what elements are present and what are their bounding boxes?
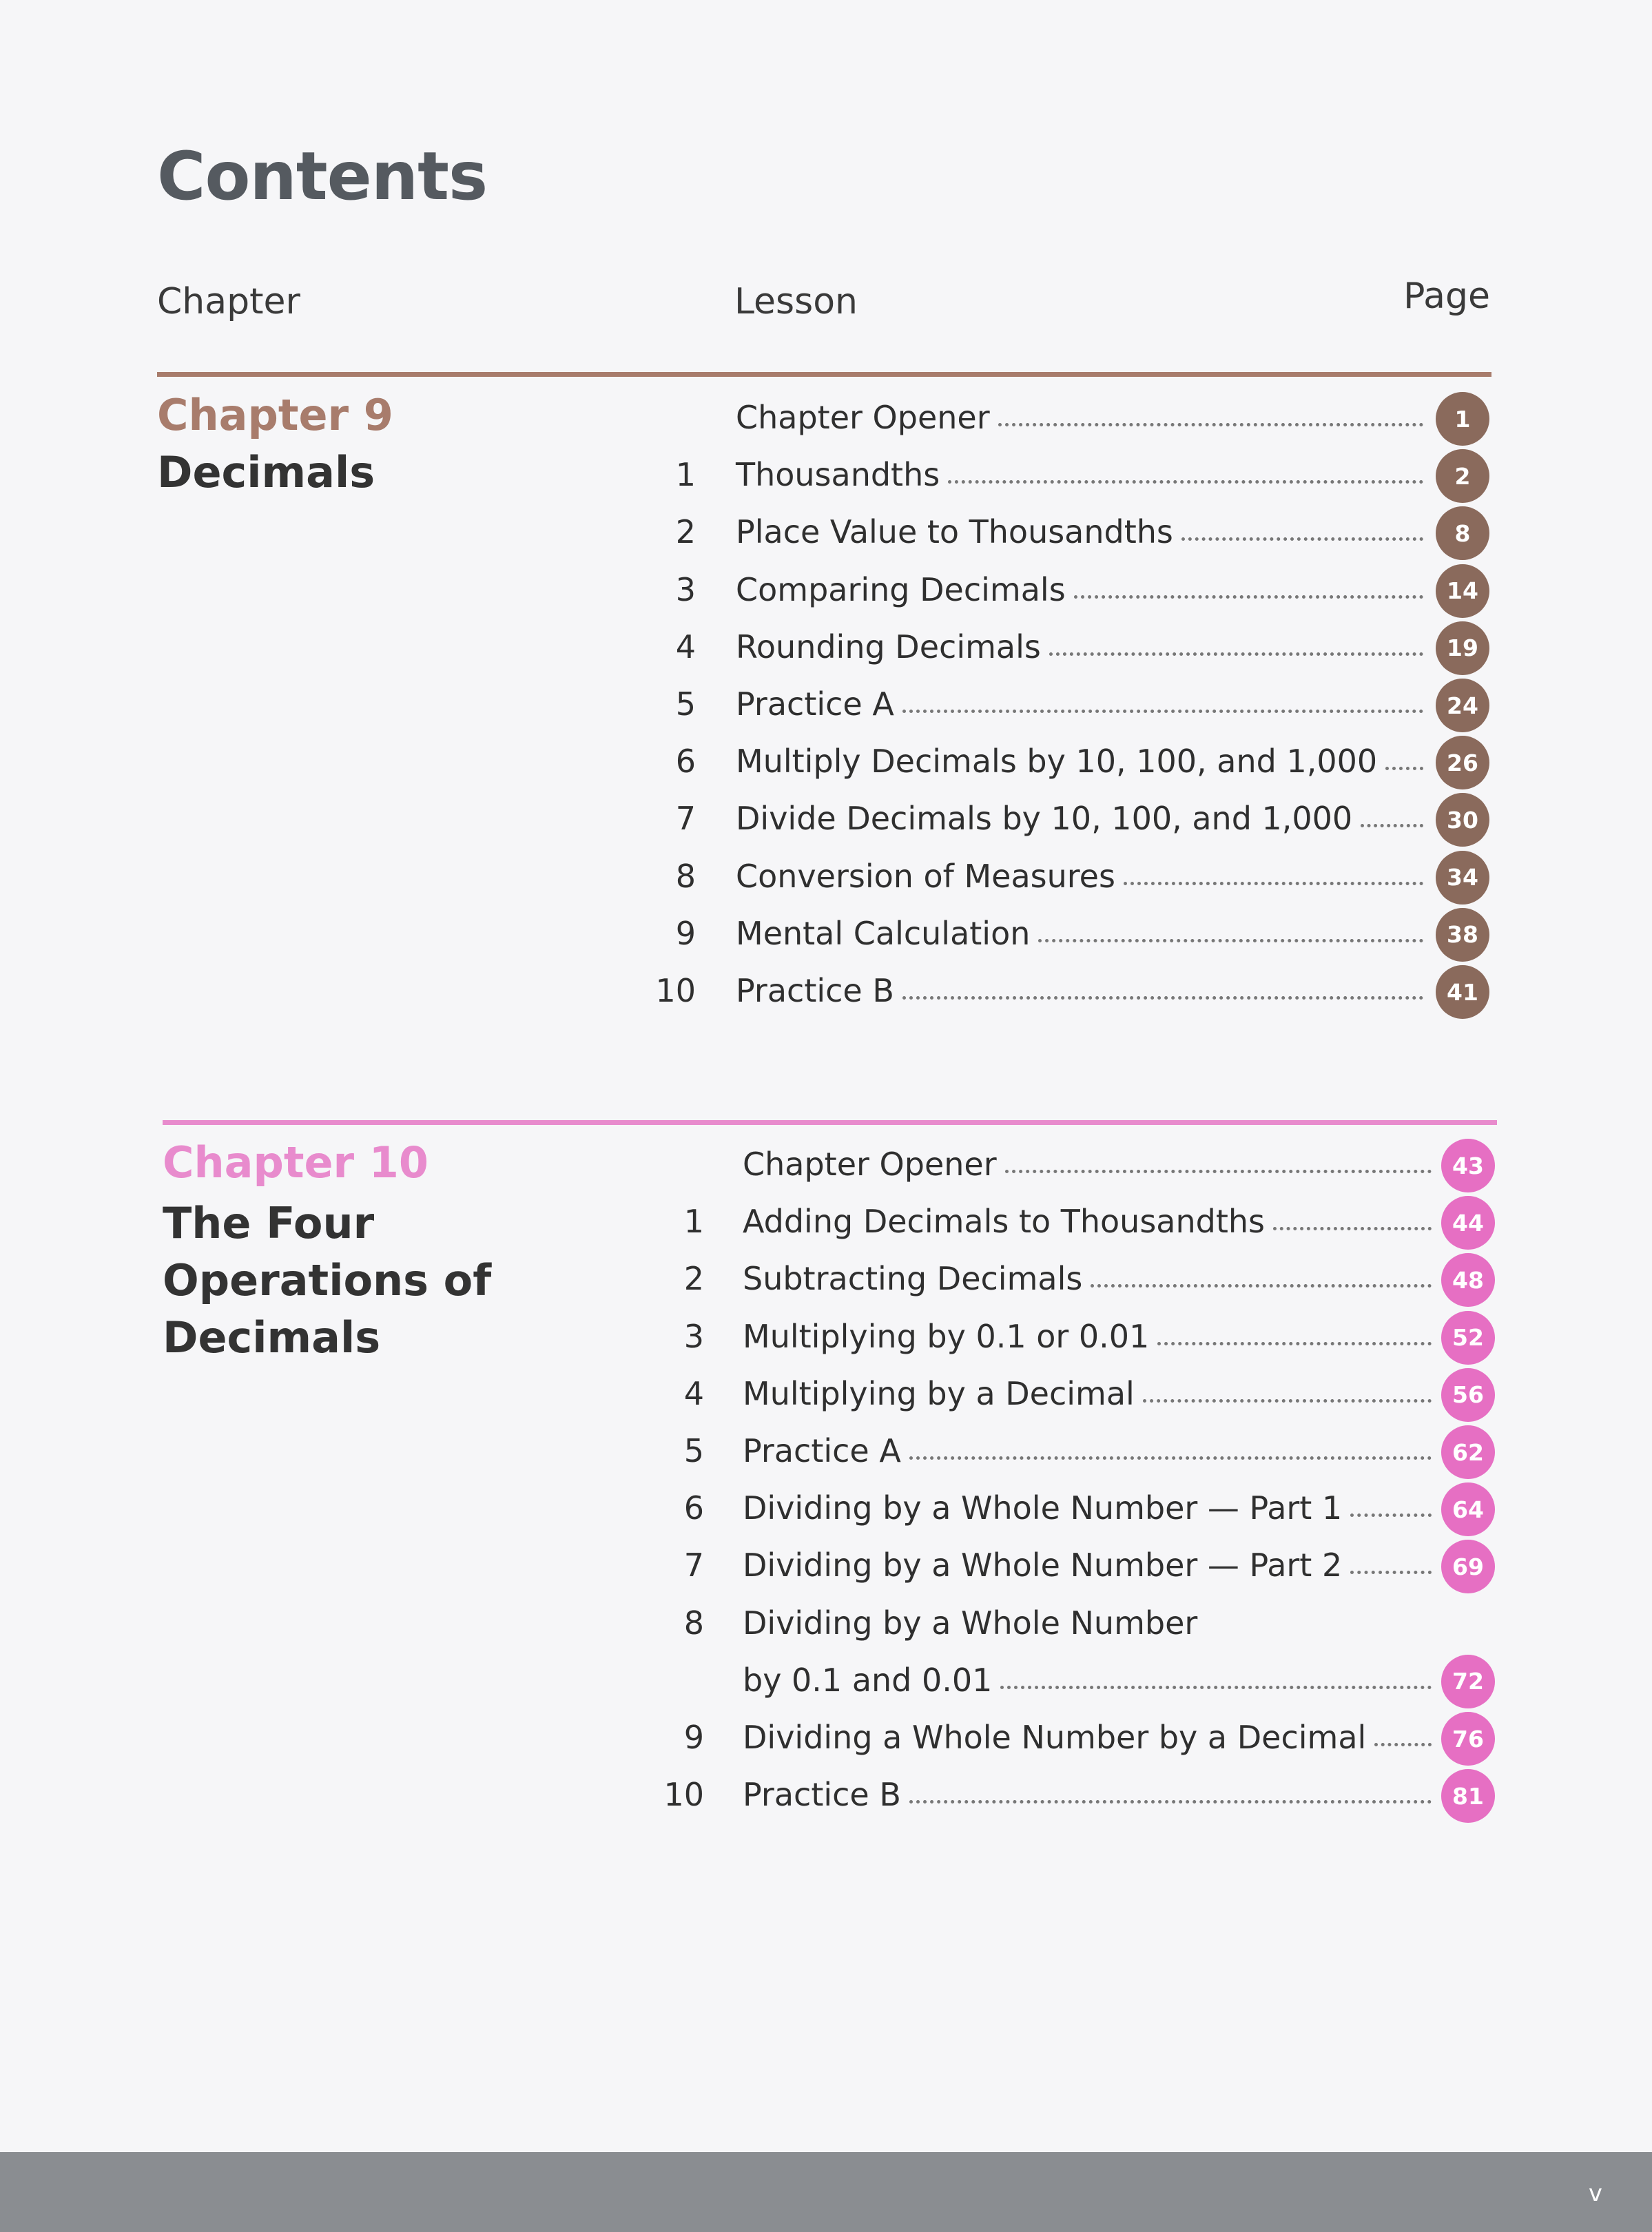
page-badge[interactable]: 48 [1441,1253,1495,1307]
dot-leader [1181,537,1423,541]
dot-leader [1091,1284,1432,1288]
lesson-name: Multiply Decimals by 10, 100, and 1,000 [736,743,1378,781]
toc-row[interactable] [0,1310,1652,1367]
toc-row[interactable] [0,792,1652,849]
lesson-number: 7 [683,1547,704,1584]
chapter10-title-line-3: Decimals [163,1312,381,1363]
page-badge[interactable]: 72 [1441,1655,1495,1708]
lesson-name: Multiplying by a Decimal [743,1374,1135,1412]
page-number: v [1588,2180,1602,2207]
page-badge[interactable]: 8 [1436,506,1489,560]
dot-leader [1273,1227,1432,1230]
toc-row[interactable] [0,907,1652,964]
lesson-entry [743,1203,1432,1240]
dot-leader [902,996,1423,1000]
lesson-name: Dividing by a Whole Number — Part 1 [743,1489,1343,1527]
dot-leader [1074,595,1423,599]
dot-leader [1385,767,1423,770]
lesson-name: Dividing a Whole Number by a Decimal [743,1719,1367,1756]
toc-row[interactable] [0,563,1652,620]
lesson-number: 10 [655,972,696,1009]
toc-row[interactable] [0,1596,1652,1653]
lesson-name: Rounding Decimals [736,628,1041,665]
dot-leader [948,480,1423,484]
dot-leader [1143,1399,1432,1403]
lesson-number: 9 [683,1719,704,1756]
toc-row[interactable] [0,677,1652,734]
lesson-number: 8 [675,857,696,895]
lesson-name: Dividing by a Whole Number — Part 2 [743,1547,1343,1584]
chapter10-title-line-1: The Four [163,1198,375,1248]
lesson-name: Divide Decimals by 10, 100, and 1,000 [736,800,1353,838]
toc-row[interactable] [0,620,1652,677]
dot-leader [909,1800,1432,1804]
lesson-number: 3 [675,570,696,608]
chapter10-number: Chapter 10 [163,1137,429,1188]
toc-row[interactable] [0,448,1652,505]
lesson-number: 2 [683,1260,704,1298]
page-badge[interactable]: 69 [1441,1540,1495,1593]
lesson-entry [736,399,1423,436]
lesson-entry [743,1662,1432,1699]
lesson-number: 9 [675,914,696,952]
lesson-name: Practice B [743,1776,901,1814]
lesson-name: Practice A [736,685,894,723]
toc-row[interactable] [0,849,1652,907]
toc-row[interactable] [0,1137,1652,1195]
page-badge[interactable]: 76 [1441,1712,1495,1766]
lesson-name: Subtracting Decimals [743,1260,1083,1298]
lesson-name: Conversion of Measures [736,857,1115,895]
lesson-number: 4 [675,628,696,665]
chapter10-title-line-2: Operations of [163,1255,492,1305]
dot-leader [909,1456,1432,1460]
lesson-name: Dividing by a Whole Number [743,1604,1198,1642]
page-badge[interactable]: 38 [1436,908,1489,962]
page-badge[interactable]: 1 [1436,392,1489,446]
lesson-entry [736,743,1423,780]
lesson-entry [736,513,1423,550]
lesson-name: Practice B [736,972,894,1009]
page-badge[interactable]: 62 [1441,1425,1495,1479]
lesson-name: Adding Decimals to Thousandths [743,1203,1265,1241]
column-header-chapter: Chapter [157,281,300,322]
toc-row[interactable] [0,1367,1652,1424]
lesson-name: Place Value to Thousandths [736,513,1173,551]
dot-leader [1005,1170,1432,1173]
toc-row[interactable] [0,964,1652,1021]
toc-row[interactable] [0,505,1652,562]
lesson-number: 8 [683,1604,704,1642]
lesson-name: by 0.1 and 0.01 [743,1661,993,1699]
dot-leader [1049,652,1423,656]
column-header-lesson: Lesson [734,281,858,322]
lesson-name: Thousandths [736,456,940,494]
dot-leader [1374,1743,1432,1746]
lesson-name: Practice A [743,1432,901,1469]
lesson-number: 10 [663,1776,704,1814]
lesson-number: 5 [683,1432,704,1469]
dot-leader [1361,824,1423,827]
page-badge[interactable]: 52 [1441,1311,1495,1365]
lesson-name: Mental Calculation [736,914,1031,952]
dot-leader [1000,1686,1432,1689]
page-badge[interactable]: 34 [1436,851,1489,905]
lesson-entry [743,1146,1432,1183]
lesson-number: 6 [675,743,696,781]
lesson-number: 4 [683,1374,704,1412]
page-badge[interactable]: 81 [1441,1769,1495,1823]
lesson-number: 5 [675,685,696,723]
dot-leader [998,423,1423,426]
dot-leader [1157,1342,1432,1345]
lesson-entry [736,915,1423,952]
lesson-entry [743,1318,1432,1355]
lesson-entry [743,1260,1432,1297]
lesson-number: 1 [675,456,696,494]
lesson-entry [743,1719,1432,1756]
lesson-name: Comparing Decimals [736,570,1066,608]
lesson-entry [736,972,1423,1009]
lesson-entry [736,800,1423,837]
toc-row[interactable] [0,1538,1652,1595]
chapter9-divider [157,372,1491,377]
lesson-number: 7 [675,800,696,838]
toc-row[interactable] [0,1711,1652,1768]
lesson-entry [743,1375,1432,1412]
column-header-page: Page [1403,276,1490,317]
page-badge[interactable]: 30 [1436,793,1489,847]
footer-bar [0,2152,1652,2232]
lesson-number: 3 [683,1317,704,1355]
lesson-name: Multiplying by 0.1 or 0.01 [743,1317,1150,1355]
dot-leader [1124,882,1423,885]
page-badge[interactable]: 19 [1436,621,1489,675]
toc-row[interactable] [0,391,1652,448]
lesson-entry [743,1776,1432,1813]
page-title: Contents [157,138,488,215]
lesson-entry [743,1432,1432,1469]
chapter9-title: Decimals [157,447,375,497]
page-badge[interactable]: 56 [1441,1368,1495,1422]
toc-row[interactable] [0,1424,1652,1481]
page-badge[interactable]: 43 [1441,1139,1495,1192]
lesson-entry [736,628,1423,665]
lesson-entry [743,1547,1432,1584]
chapter9-number: Chapter 9 [157,390,393,440]
toc-row[interactable] [0,1768,1652,1825]
toc-row[interactable] [0,734,1652,792]
lesson-number: 6 [683,1489,704,1527]
lesson-entry [743,1489,1432,1527]
toc-row[interactable] [0,1195,1652,1252]
dot-leader [902,710,1423,713]
lesson-name: Chapter Opener [743,1146,997,1183]
toc-row[interactable] [0,1481,1652,1538]
page-badge[interactable]: 24 [1436,679,1489,732]
lesson-entry [736,571,1423,608]
lesson-name: Chapter Opener [736,399,990,436]
page-badge[interactable]: 2 [1436,449,1489,503]
chapter10-divider [163,1120,1497,1125]
lesson-entry [736,456,1423,493]
lesson-number: 2 [675,513,696,551]
page-badge[interactable]: 44 [1441,1196,1495,1250]
page-badge[interactable]: 14 [1436,564,1489,618]
toc-row[interactable] [0,1653,1652,1711]
dot-leader [1350,1571,1432,1574]
dot-leader [1038,939,1423,942]
lesson-entry [736,685,1423,723]
lesson-entry [743,1604,1432,1642]
dot-leader [1350,1513,1432,1517]
page-badge[interactable]: 26 [1436,736,1489,789]
lesson-number: 1 [683,1203,704,1241]
page-badge[interactable]: 64 [1441,1482,1495,1536]
lesson-entry [736,858,1423,895]
page-badge[interactable]: 41 [1436,965,1489,1019]
toc-row[interactable] [0,1252,1652,1309]
